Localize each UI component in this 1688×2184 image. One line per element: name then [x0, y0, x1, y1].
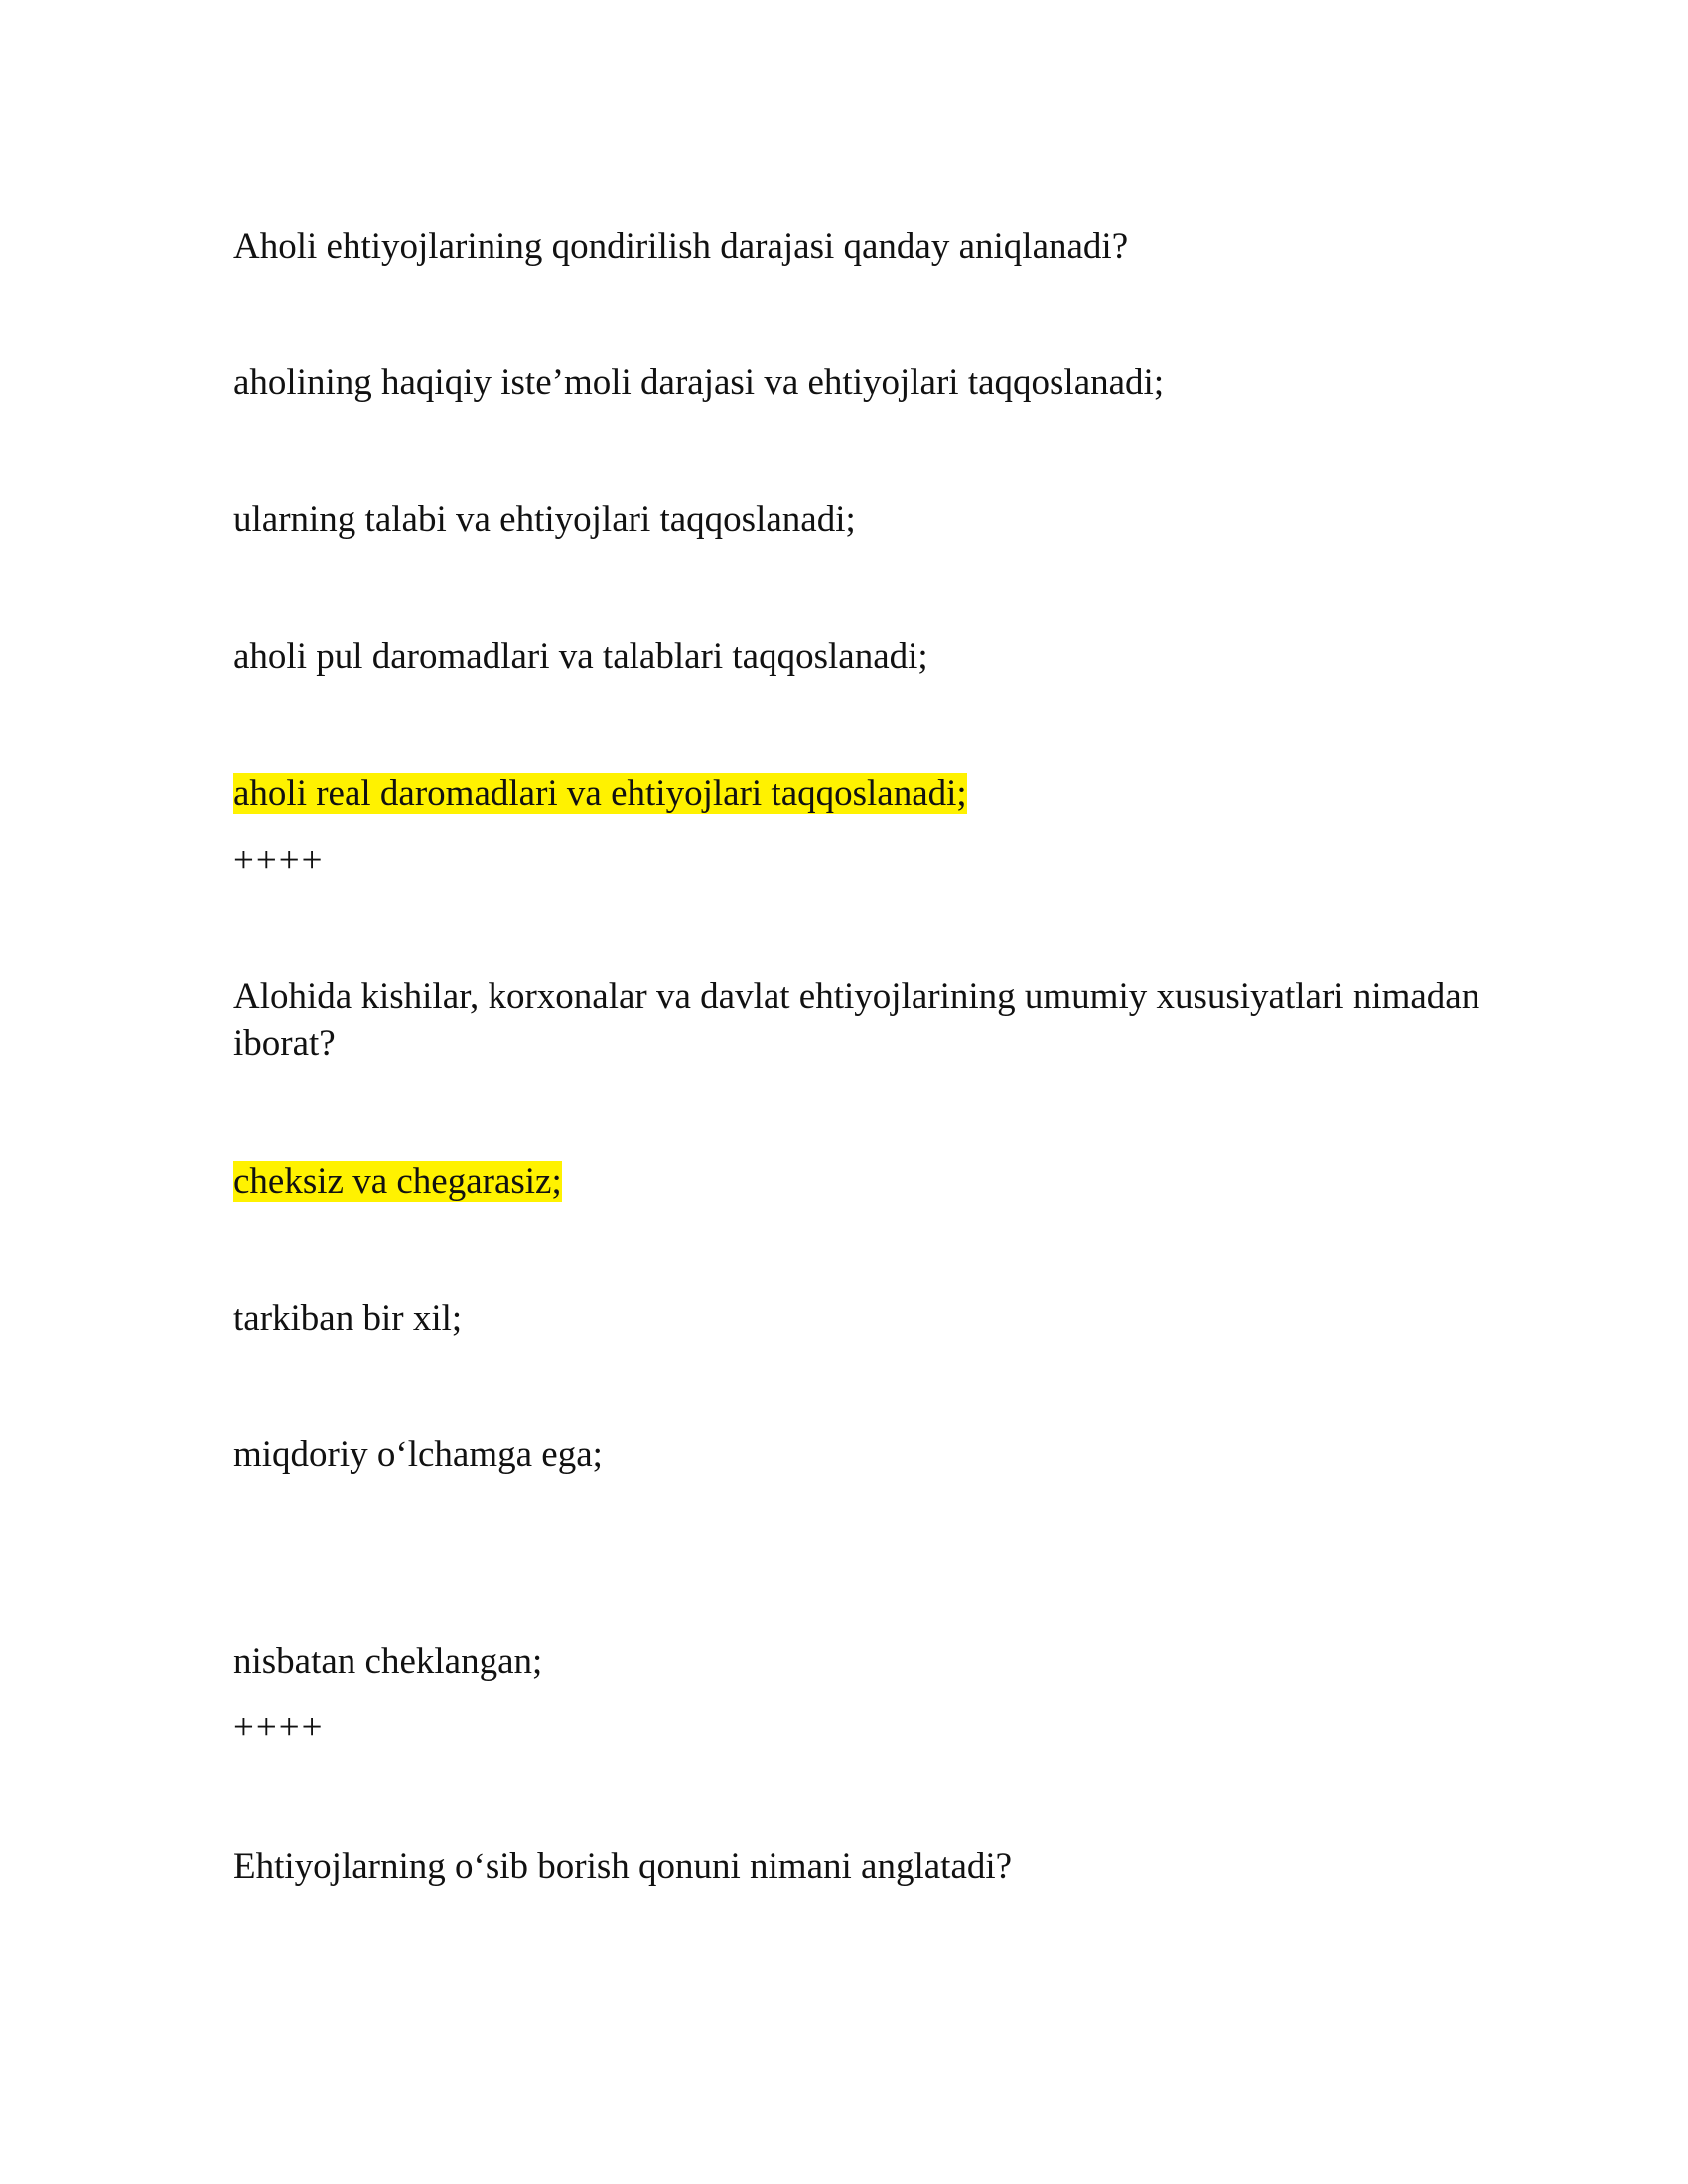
question-1-text: Aholi ehtiyojlarining qondirilish darajasi qanday aniqlanadi? — [233, 226, 1129, 267]
highlighted-answer: cheksiz va chegarasiz; — [233, 1161, 562, 1202]
question-2-text: Alohida kishilar, korxonalar va davlat ehtiyojlarining umumiy xususiyatlari nimadan iborat? — [233, 976, 1480, 1064]
question-3-text: Ehtiyojlarning o‘sib borish qonuni nimani anglatadi? — [233, 1846, 1013, 1887]
question-2-option-b: tarkiban bir xil; — [233, 1298, 463, 1339]
question-1-option-b: ularning talabi va ehtiyojlari taqqoslanadi; — [233, 499, 856, 540]
question-1-option-d-correct — [233, 770, 967, 818]
question-2-option-d: nisbatan cheklangan; — [233, 1641, 543, 1682]
highlighted-answer: aholi real daromadlari va ehtiyojlari taqqoslanadi; — [233, 773, 967, 814]
question-1-option-a: aholining haqiqiy iste’moli darajasi va ehtiyojlari taqqoslanadi; — [233, 362, 1165, 403]
question-separator: ++++ — [233, 840, 325, 881]
question-1-option-c: aholi pul daromadlari va talablari taqqoslanadi; — [233, 636, 928, 677]
question-separator: ++++ — [233, 1707, 325, 1748]
question-2-option-c: miqdoriy o‘lchamga ega; — [233, 1434, 603, 1475]
question-2-option-a-correct — [233, 1159, 562, 1206]
